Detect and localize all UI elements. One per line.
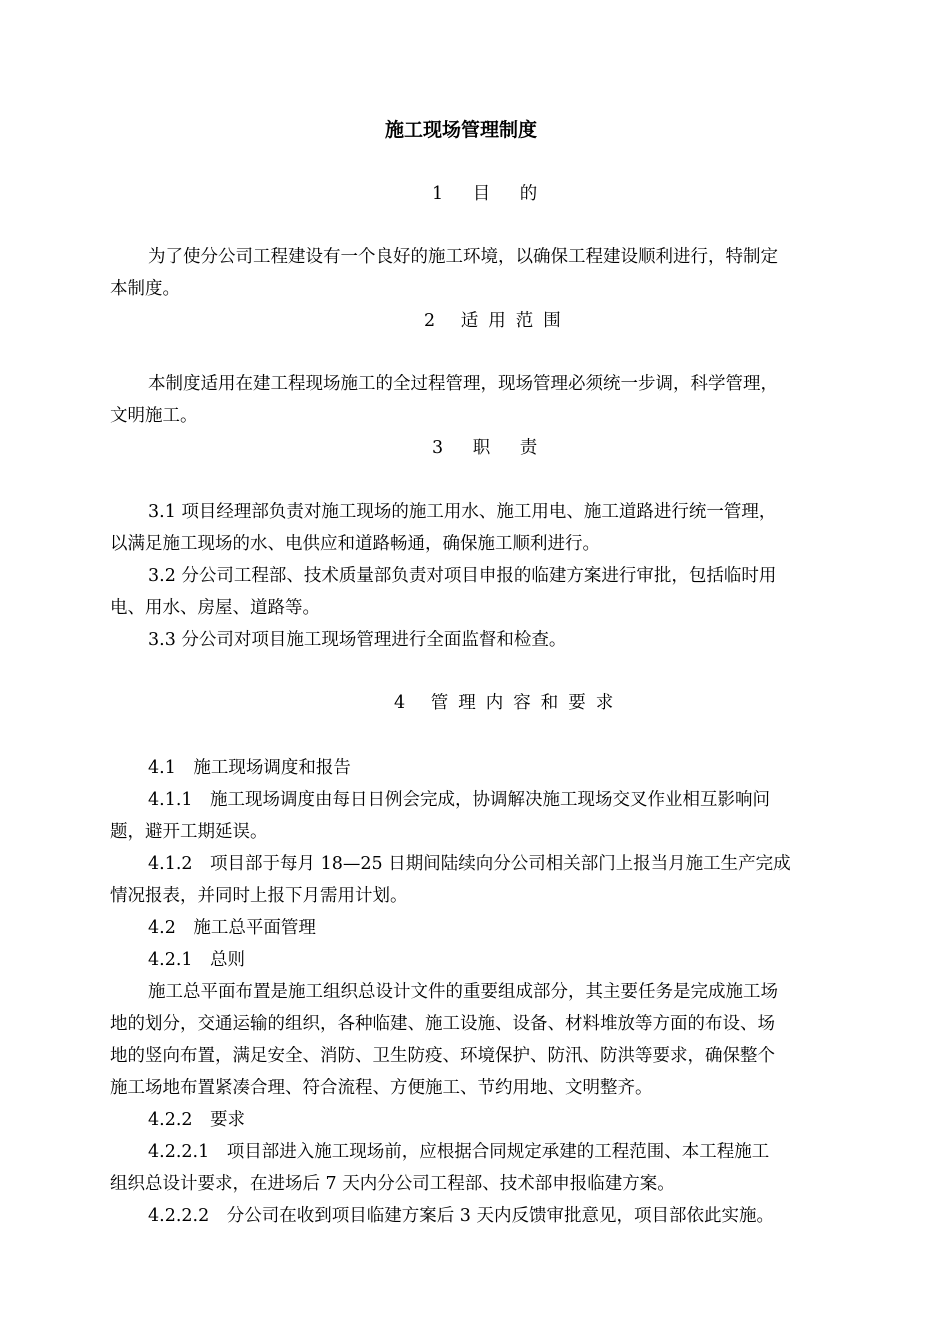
paragraph-line: 4.2.2.2 分公司在收到项目临建方案后 3 天内反馈审批意见，项目部依此实施。 [148,1206,774,1226]
subsection-heading: 4.2.1 总则 [148,950,246,970]
subsection-heading: 4.1 施工现场调度和报告 [148,758,351,778]
paragraph-line: 施工场地布置紧凑合理、符合流程、方便施工、节约用地、文明整齐。 [110,1078,653,1098]
paragraph-line: 4.2.2.1 项目部进入施工现场前，应根据合同规定承建的工程范围、本工程施工 [148,1142,770,1162]
paragraph-line: 本制度。 [110,279,180,299]
paragraph-line: 文明施工。 [110,406,198,426]
paragraph-line: 为了使分公司工程建设有一个良好的施工环境，以确保工程建设顺利进行，特制定 [148,247,778,267]
paragraph-line: 电、用水、房屋、道路等。 [110,598,320,618]
paragraph-line: 本制度适用在建工程现场施工的全过程管理，现场管理必须统一步调，科学管理， [148,374,778,394]
paragraph-line: 4.1.2 项目部于每月 18—25 日期间陆续向分公司相关部门上报当月施工生产完成 [148,854,791,874]
section-2-heading: 2 适用范围 [424,311,571,331]
section-4-heading: 4 管理内容和要求 [394,693,624,713]
section-3-heading: 3 职 责 [432,438,550,458]
paragraph-line: 4.1.1 施工现场调度由每日日例会完成，协调解决施工现场交叉作业相互影响问 [148,790,771,810]
paragraph-line: 地的竖向布置，满足安全、消防、卫生防疫、环境保护、防汛、防洪等要求，确保整个 [110,1046,775,1066]
paragraph-line: 3.3 分公司对项目施工现场管理进行全面监督和检查。 [148,630,567,650]
paragraph-line: 3.1 项目经理部负责对施工现场的施工用水、施工用电、施工道路进行统一管理， [148,502,777,522]
paragraph-line: 组织总设计要求，在进场后 7 天内分公司工程部、技术部申报临建方案。 [110,1174,675,1194]
subsection-heading: 4.2 施工总平面管理 [148,918,316,938]
section-1-heading: 1 目 的 [432,184,550,204]
paragraph-line: 情况报表，并同时上报下月需用计划。 [110,886,408,906]
paragraph-line: 地的划分，交通运输的组织，各种临建、施工设施、设备、材料堆放等方面的布设、场 [110,1014,775,1034]
paragraph-line: 施工总平面布置是施工组织总设计文件的重要组成部分，其主要任务是完成施工场 [148,982,778,1002]
paragraph-line: 以满足施工现场的水、电供应和道路畅通，确保施工顺利进行。 [110,534,600,554]
paragraph-line: 题，避开工期延误。 [110,822,268,842]
document-title: 施工现场管理制度 [385,119,538,141]
paragraph-line: 3.2 分公司工程部、技术质量部负责对项目申报的临建方案进行审批，包括临时用 [148,566,777,586]
subsection-heading: 4.2.2 要求 [148,1110,246,1130]
